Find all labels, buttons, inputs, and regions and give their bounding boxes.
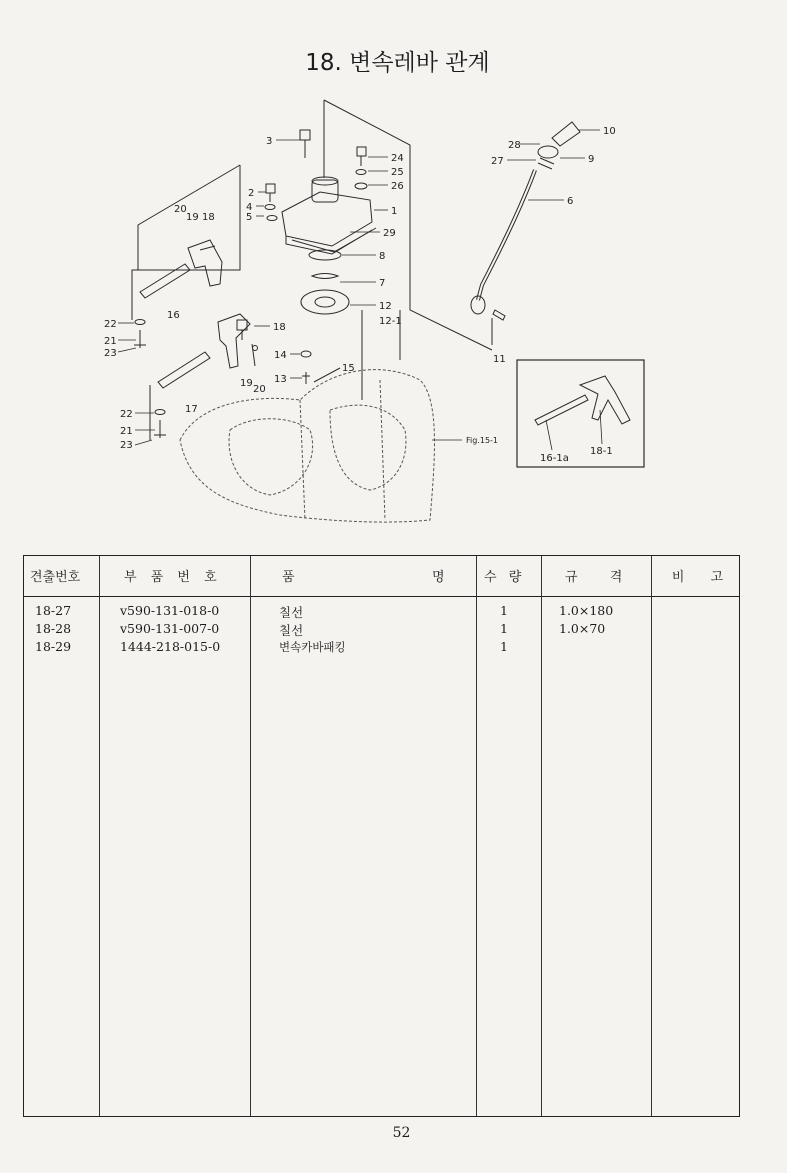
cell-part-no: v590-131-007-0	[120, 621, 220, 636]
header-remark: 비 고	[671, 570, 724, 585]
callout-5: 5	[246, 212, 253, 223]
cell-fig-no: 18-28	[35, 621, 72, 636]
cell-part-no: 1444-218-015-0	[120, 639, 221, 654]
callout-6: 6	[567, 196, 574, 207]
callout-21-lower: 21	[120, 426, 133, 437]
callout-25: 25	[391, 167, 404, 178]
page-number: 52	[392, 1125, 411, 1141]
header-name-right: 명	[432, 570, 445, 585]
exploded-parts-diagram	[0, 90, 787, 550]
inset-callout-18-1: 18-1	[590, 446, 613, 457]
callout-21-upper: 21	[104, 336, 117, 347]
callout-9: 9	[588, 154, 595, 165]
cell-spec: 1.0×180	[559, 603, 614, 618]
cell-spec: 1.0×70	[559, 621, 606, 636]
callout-16: 16	[167, 310, 180, 321]
cell-quantity: 1	[500, 639, 508, 654]
cell-fig-no: 18-27	[35, 603, 72, 618]
cell-part-no: v590-131-018-0	[120, 603, 220, 618]
callout-2: 2	[248, 188, 255, 199]
table-row	[24, 621, 739, 637]
callout-20-lower: 20	[253, 384, 266, 395]
callout-23-lower: 23	[120, 440, 133, 451]
parts-table	[23, 555, 740, 1117]
callout-13: 13	[274, 374, 287, 385]
callout-8: 8	[379, 251, 386, 262]
callout-27: 27	[491, 156, 504, 167]
header-quantity: 수 량	[484, 570, 522, 585]
callout-22-upper: 22	[104, 319, 117, 330]
callout-10: 10	[603, 126, 616, 137]
header-name-left: 품	[282, 570, 295, 585]
cell-quantity: 1	[500, 621, 508, 636]
page-title: 18. 변속레바 관계	[305, 50, 490, 76]
callout-22-lower: 22	[120, 409, 133, 420]
callout-28: 28	[508, 140, 521, 151]
callout-19-upper: 19	[186, 212, 199, 223]
cell-fig-no: 18-29	[35, 639, 72, 654]
callout-12: 12	[379, 301, 392, 312]
cell-quantity: 1	[500, 603, 508, 618]
header-fig-no: 견출번호	[30, 570, 81, 585]
callout-3: 3	[266, 136, 273, 147]
table-row	[24, 639, 739, 655]
callout-4: 4	[246, 202, 253, 213]
callout-17: 17	[185, 404, 198, 415]
header-part-no: 부 품 번 호	[124, 570, 217, 585]
callout-7: 7	[379, 278, 386, 289]
callout-19-lower: 19	[240, 378, 253, 389]
header-spec: 규 격	[565, 570, 623, 585]
callout-18-upper: 18	[202, 212, 215, 223]
callout-1: 1	[391, 206, 398, 217]
callout-26: 26	[391, 181, 404, 192]
cell-name: 변속카바패킹	[279, 640, 346, 654]
figure-reference: Fig.15-1	[466, 436, 499, 445]
cell-name: 칠선	[279, 605, 304, 620]
callout-12-1: 12-1	[379, 316, 402, 327]
callout-15: 15	[342, 363, 355, 374]
table-row	[24, 603, 739, 619]
callout-29: 29	[383, 228, 396, 239]
inset-callout-16-1a: 16-1a	[540, 453, 569, 464]
callout-11: 11	[493, 354, 506, 365]
callout-24: 24	[391, 153, 404, 164]
cell-name: 칠선	[279, 623, 304, 638]
callout-23-upper: 23	[104, 348, 117, 359]
callout-14: 14	[274, 350, 287, 361]
callout-20-upper: 20	[174, 204, 187, 215]
table-header	[24, 556, 739, 597]
callout-18-lower: 18	[273, 322, 286, 333]
